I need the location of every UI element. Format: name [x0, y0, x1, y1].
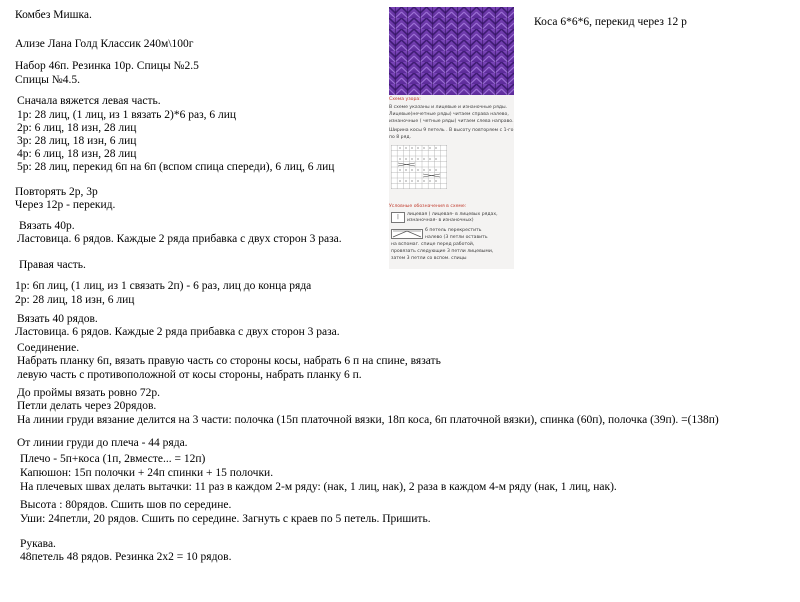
join-line-2: левую часть с противоположной от косы стороны, набрать планку 6 п. [17, 369, 362, 381]
repeat-rows: Повторять 2р, 3р [15, 186, 98, 198]
hood-height: Высота : 80рядов. Сшить шов по середине. [20, 499, 232, 511]
pattern-scheme-panel [389, 7, 514, 269]
legend-1a: лицевая ( лицевая- в лицевых рядах, [407, 212, 498, 217]
sleeves-heading: Рукава. [20, 538, 56, 550]
scheme-text-4: Ширина косы 9 петель . В высоту повторяем с 1-го [389, 128, 514, 133]
legend-2c: на вспомаг. спице перед работой, [391, 242, 475, 247]
left-row-2: 2р: 6 лиц, 18 изн, 28 лиц [17, 122, 137, 134]
join-heading: Соединение. [17, 342, 80, 354]
left-row-3: 3р: 28 лиц, 18 изн, 6 лиц [17, 135, 137, 147]
left-part-heading: Сначала вяжется левая часть. [17, 95, 161, 107]
to-shoulder: От линии груди до плеча - 44 ряда. [17, 437, 188, 449]
stitch-chart-grid [391, 145, 447, 189]
knit-pattern-photo [389, 7, 514, 95]
cable-note: Коса 6*6*6, перекид через 12 р [534, 16, 687, 28]
cross-every-12: Через 12р - перекид. [15, 199, 116, 211]
legend-heading: Условные обозначения в схеме: [389, 204, 467, 209]
needles: Спицы №4.5. [15, 74, 80, 86]
left-row-5: 5р: 28 лиц, перекид 6п на 6п (вспом спица спереди), 6 лиц, 6 лиц [17, 161, 335, 173]
legend-2a: 6 петель перекрестить [425, 228, 482, 233]
left-row-4: 4р: 6 лиц, 18 изн, 28 лиц [17, 148, 137, 160]
scheme-text-1: В схеме указаны и лицевые и изнаночные ряды. [389, 105, 508, 110]
scheme-text-2: Лицевые(нечетные ряды) читаем справа налево, [389, 112, 509, 117]
left-row-1: 1р: 28 лиц, (1 лиц, из 1 вязать 2)*6 раз, 6 лиц [17, 109, 237, 121]
shoulder-darts: На плечевых швах делать вытачки: 11 раз в каждом 2-м ряду: (нак, 1 лиц, нак), 2 раза в каждом 4-м ряду (нак, 1 лиц, нак). [20, 481, 617, 493]
join-line-1: Набрать планку 6п, вязать правую часть со стороны косы, набрать 6 п на спине, вязать [17, 355, 441, 367]
chest-line: На линии груди вязание делится на 3 части: полочка (15п платочной вязки, 18п коса, 6п платочной вязки), спинка (60п), полочка (39п). =(138п) [17, 414, 719, 426]
cable-cross-symbol [391, 229, 423, 239]
armhole: До проймы вязать ровно 72р. [17, 387, 161, 399]
buttonholes: Петли делать через 20рядов. [17, 400, 157, 412]
yarn-info: Ализе Лана Голд Классик 240м\100г [15, 38, 194, 50]
legend-2b: налево (3 петли оставить [425, 235, 488, 240]
scheme-text-5: по 8 ряд. [389, 135, 411, 140]
gusset-a: Ластовица. 6 рядов. Каждые 2 ряда прибавка с двух сторон 3 раза. [17, 233, 342, 245]
shoulder: Плечо - 5п+коса (1п, 2вместе... = 12п) [20, 453, 206, 465]
hood: Капюшон: 15п полочки + 24п спинки + 15 полочки. [20, 467, 274, 479]
ears: Уши: 24петли, 20 рядов. Сшить по середине. Загнуть с краев по 5 петель. Пришить. [20, 513, 431, 525]
legend-1b: изнаночная- в изнаночных) [407, 218, 474, 223]
gusset-b: Ластовица. 6 рядов. Каждые 2 ряда прибавка с двух сторон 3 раза. [15, 326, 340, 338]
knit-40-rows-a: Вязать 40р. [19, 220, 75, 232]
legend-2d: провязать следующие 3 петли лицевыми, [391, 249, 494, 254]
right-row-1: 1р: 6п лиц, (1 лиц, из 1 связать 2п) - 6 раз, лиц до конца ряда [15, 280, 312, 292]
right-row-2: 2р: 28 лиц, 18 изн, 6 лиц [15, 294, 135, 306]
scheme-heading: Схема узора: [389, 97, 421, 102]
knit-40-rows-b: Вязать 40 рядов. [17, 313, 98, 325]
cast-on: Набор 46п. Резинка 10р. Спицы №2.5 [15, 60, 199, 72]
sleeves-info: 48петель 48 рядов. Резинка 2х2 = 10 рядов. [20, 551, 232, 563]
scheme-text-3: изнаночные ( четные ряды) читаем слева направо. [389, 119, 514, 124]
knit-stitch-symbol: | [391, 212, 405, 223]
legend-2e: затем 3 петли со вспом. спицы [391, 256, 467, 261]
doc-title: Комбез Мишка. [15, 9, 92, 21]
right-part-heading: Правая часть. [19, 259, 86, 271]
